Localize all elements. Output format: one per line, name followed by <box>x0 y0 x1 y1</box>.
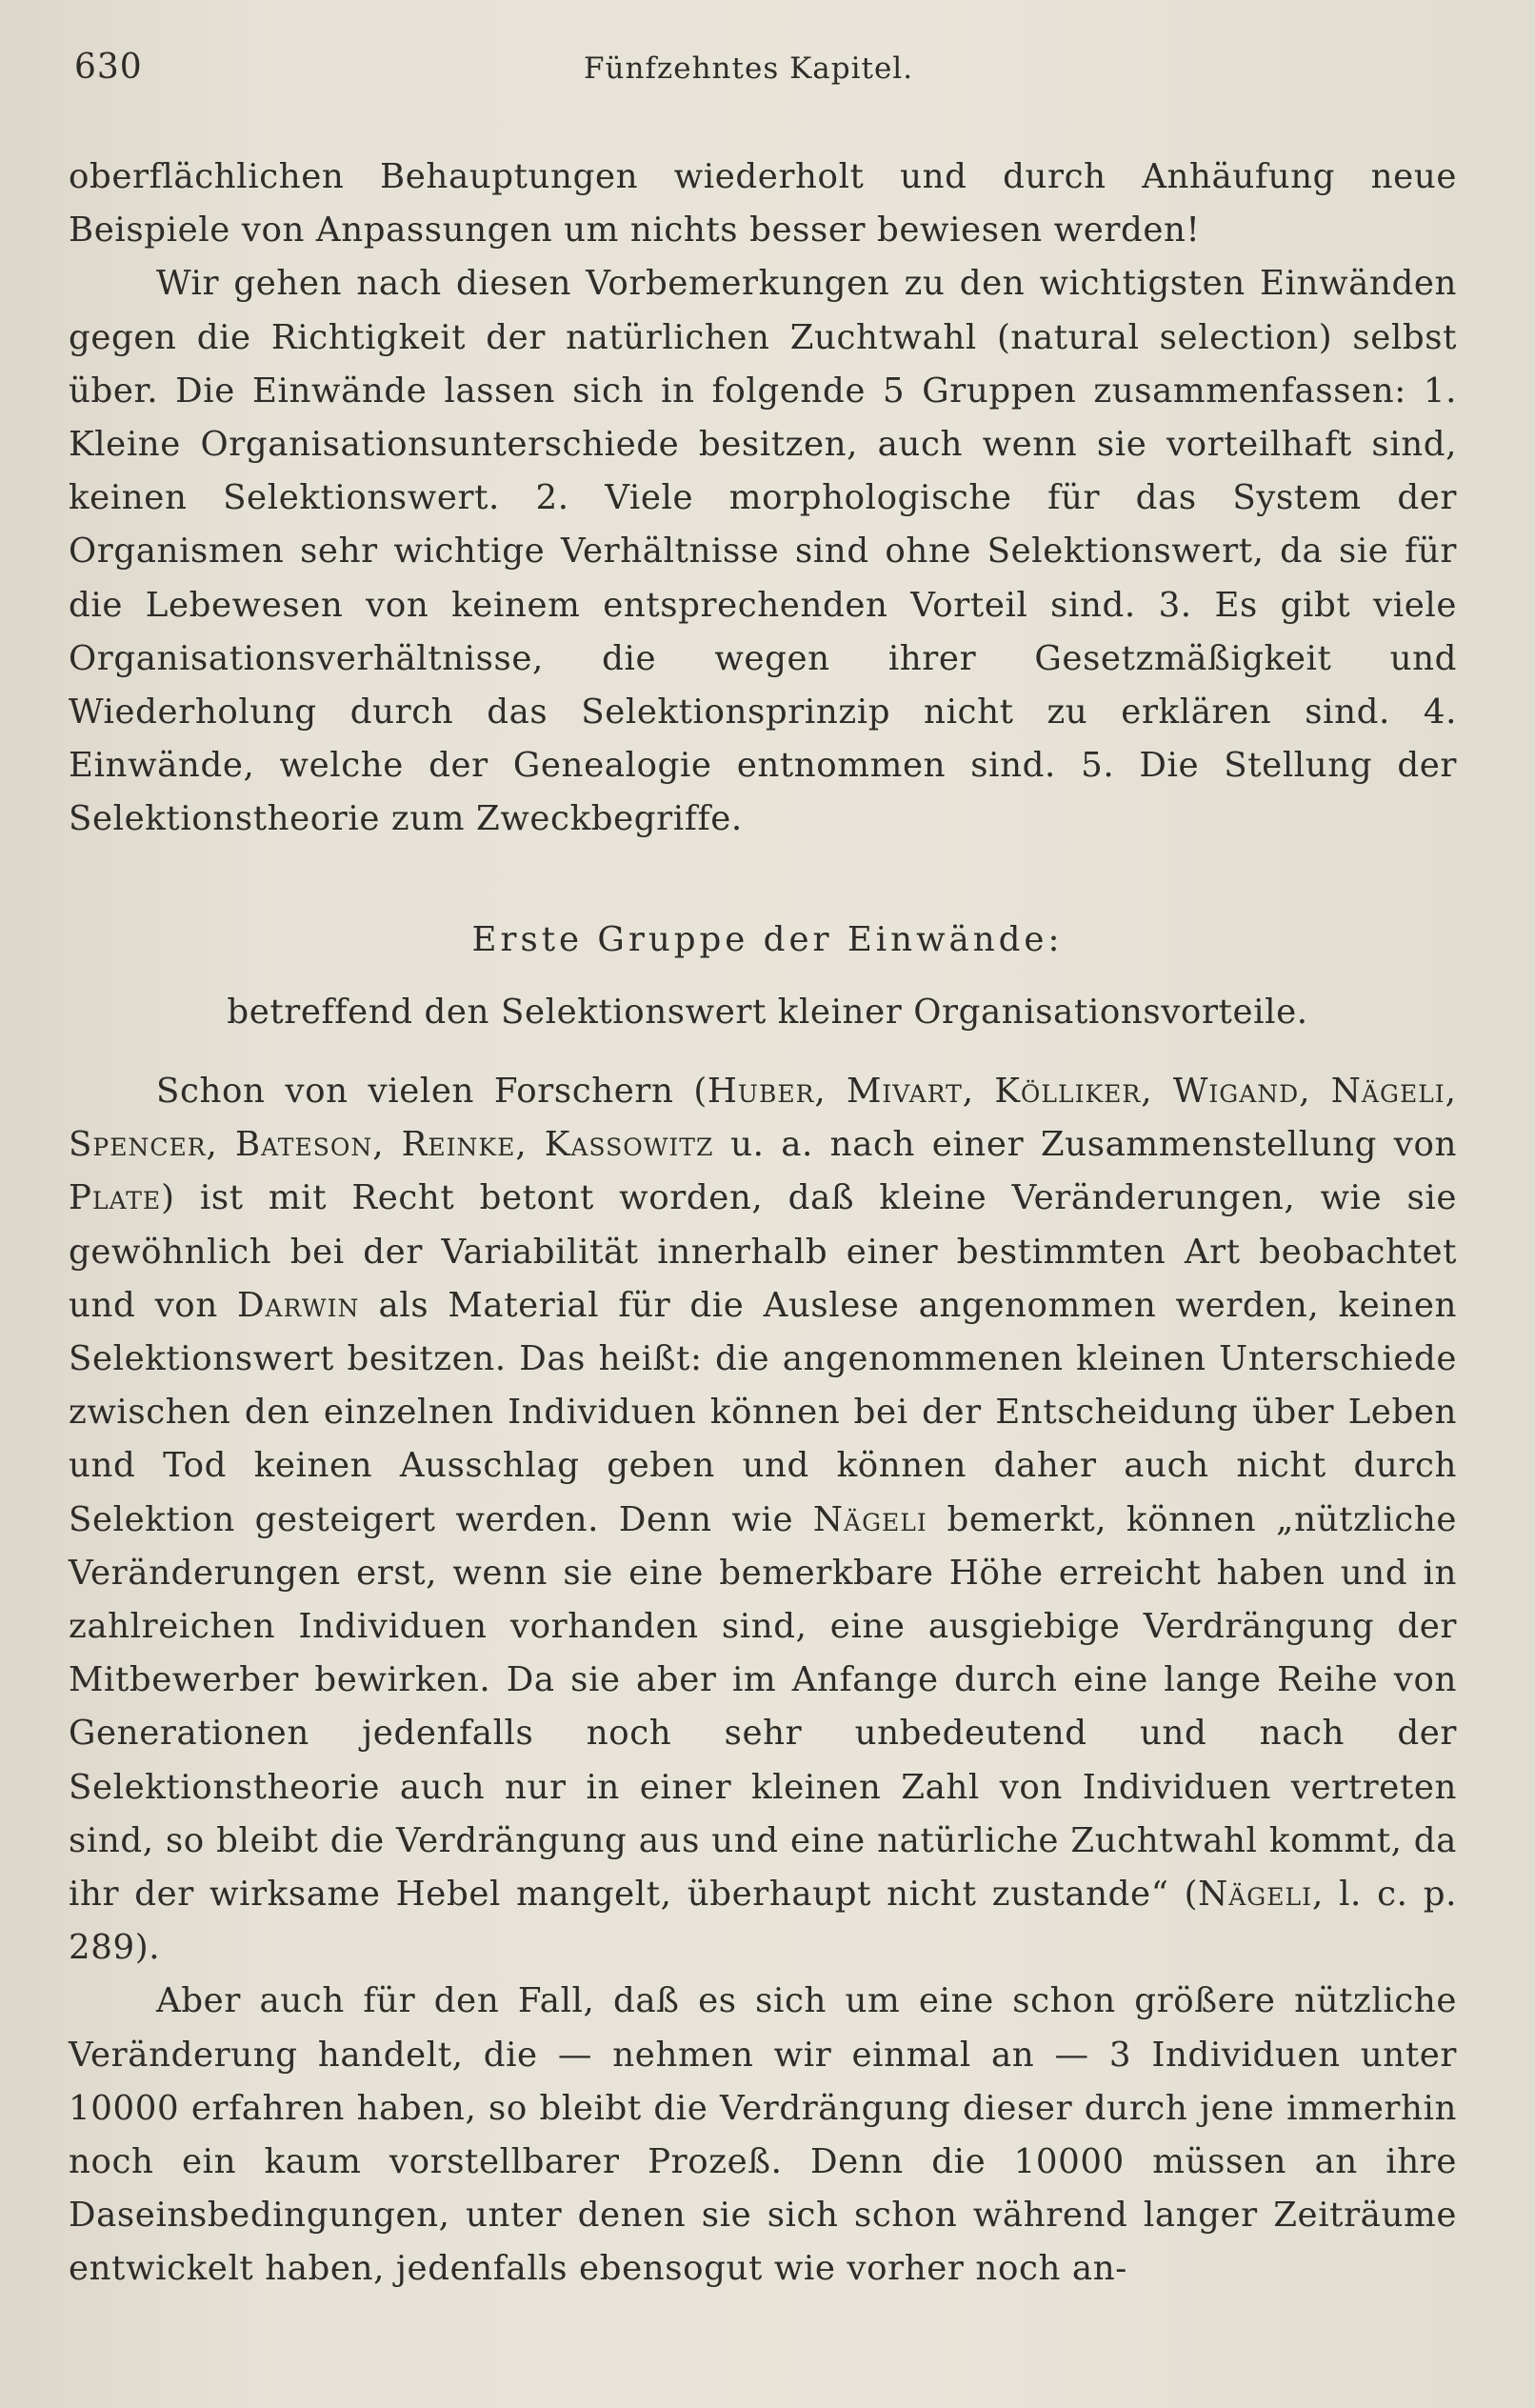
author-name: Plate <box>69 1178 162 1218</box>
page-number: 630 <box>74 48 143 87</box>
paragraph-3-text: Schon von vielen Forschern ( <box>156 1072 708 1111</box>
paragraph-3-text: u. a. nach einer Zusammenstellung von <box>713 1125 1457 1165</box>
paragraph-3-text: ) ist mit Recht betont worden, daß kleine Veränderungen, wie sie gewöhnlich bei der Variabilität innerhalb einer bestimmten Art beobachtet und von <box>69 1178 1457 1325</box>
section-title: Erste Gruppe der Einwände: <box>471 920 1064 959</box>
paragraph-2: Wir gehen nach diesen Vorbemerkungen zu den wichtigsten Einwänden gegen die Richtigkeit der natürlichen Zuchtwahl (natural selection) selbst über. Die Einwände lassen sich in folgende 5 Gruppen zusammenfassen: 1. Kleine Organisationsunterschiede besitzen, auch wenn sie vorteilhaft sind, keinen Selektionswert. 2. Viele morphologische für das System der Organismen sehr wichtige Verhältnisse sind ohne Selektionswert, da sie für die Lebewesen von keinem entsprechenden Vorteil sind. 3. Es gibt viele Organisationsverhältnisse, die wegen ihrer Gesetzmäßigkeit und Wiederholung durch das Selektionsprinzip nicht zu erklären sind. 4. Einwände, welche der Genealogie entnommen sind. 5. Die Stellung der Selektionstheorie zum Zweckbegriffe. <box>69 264 1457 839</box>
paragraph-3-text: als Material für die Auslese angenommen werden, keinen Selektionswert besitzen. Das heißt: die angenommenen kleinen Unterschiede zwischen den einzelnen Individuen können bei der Entscheidung über Leben und Tod keinen Ausschlag geben und können daher auch nicht durch Selektion gesteigert werden. Denn wie <box>69 1285 1457 1539</box>
author-name: Nägeli <box>1198 1875 1313 1915</box>
paragraph-1: oberflächlichen Behauptungen wiederholt und durch Anhäufung neue Beispiele von Anpassungen um nichts besser bewiesen werden! <box>69 157 1457 251</box>
paragraph-3 <box>69 1065 1457 1975</box>
author-name: Nägeli <box>812 1499 927 1539</box>
running-title: Fünfzehntes Kapitel. <box>584 51 914 86</box>
page-header <box>74 48 1455 105</box>
author-name: Darwin <box>237 1285 360 1325</box>
paragraph-3-text: , l. c. p. 289). <box>69 1875 1457 1968</box>
section-body <box>69 1065 1457 2297</box>
author-names: Huber, Mivart, Kölliker, Wigand, Nägeli, Spencer, Bateson, Reinke, Kassowitz <box>69 1072 1457 1165</box>
paragraph-3-text: bemerkt, können „nützliche Veränderungen erst, wenn sie eine bemerkbare Höhe erreicht haben und in zahlreichen Individuen vorhanden sind, eine ausgiebige Verdrängung der Mitbewerber bewirken. Da sie aber im Anfange durch eine lange Reihe von Generationen jedenfalls noch sehr unbedeutend und nach der Selektionstheorie auch nur in einer kleinen Zahl von Individuen vertreten sind, so bleibt die Verdrängung aus und eine natürliche Zuchtwahl kommt, da ihr der wirksame Hebel mangelt, überhaupt nicht zustande“ ( <box>69 1499 1458 1915</box>
intro-text <box>69 150 1457 847</box>
section-subtitle: betreffend den Selektionswert kleiner Organisationsvorteile. <box>227 993 1308 1032</box>
paragraph-4: Aber auch für den Fall, daß es sich um eine schon größere nützliche Veränderung handelt, die — nehmen wir einmal an — 3 Individuen unter 10000 erfahren haben, so bleibt die Verdrängung dieser durch jene immerhin noch ein kaum vorstellbarer Prozeß. Denn die 10000 müssen an ihre Daseinsbedingungen, unter denen sie sich schon während langer Zeiträume entwickelt haben, jedenfalls ebensogut wie vorher noch an- <box>69 1981 1457 2289</box>
